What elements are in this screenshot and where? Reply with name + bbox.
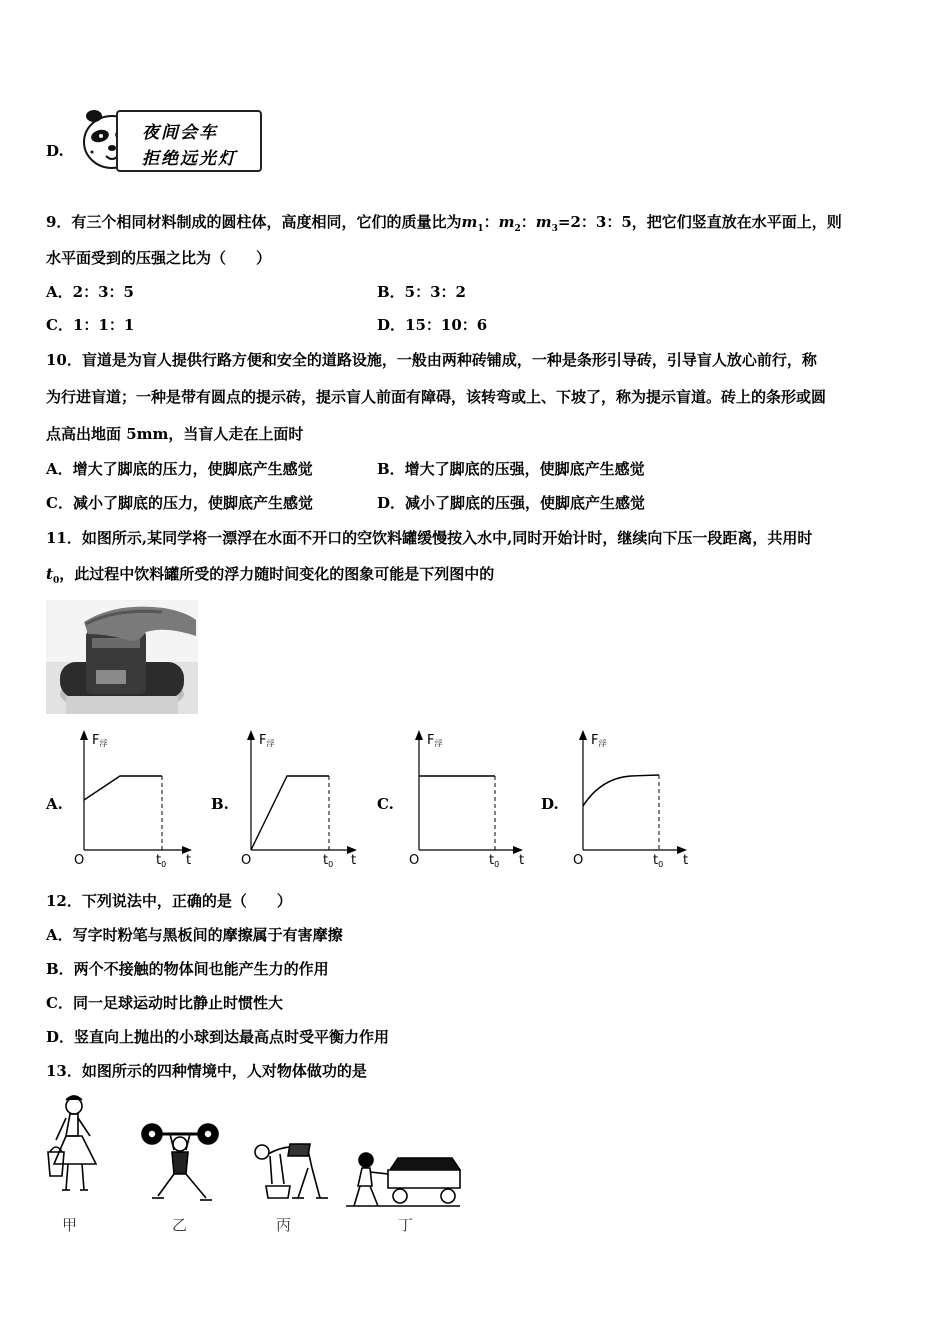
q11-question-line1: 11．如图所示,某同学将一漂浮在水面不开口的空饮料罐缓慢按入水中,同时开始计时，继续向下压一段距离，共用时 (46, 529, 813, 547)
graph-b-t: t (351, 853, 357, 868)
graph-a (66, 728, 196, 868)
graph-c (397, 728, 527, 868)
m3-symbol: m (535, 213, 552, 231)
graph-c-t: t (519, 853, 525, 868)
q12-option-c: C．同一足球运动时比静止时惯性大 (46, 994, 283, 1012)
graph-d-f-label: F浮 (591, 733, 607, 748)
graph-c-y-arrow (415, 730, 423, 740)
graph-d (561, 728, 691, 868)
scene-jia-girl-carrying-bucket (48, 1096, 96, 1190)
graph-c-origin: O (409, 853, 420, 868)
scene-label-bing: 丙 (276, 1216, 292, 1234)
graph-a-origin: O (74, 853, 85, 868)
graph-d-label: D. (541, 795, 559, 813)
graph-d-t: t (683, 853, 689, 868)
q10-question-line1: 10．盲道是为盲人提供行路方便和安全的道路设施，一般由两种砖铺成，一种是条形引导砖，引导盲人放心前行，称 (46, 351, 817, 369)
m2-symbol: m (498, 213, 515, 231)
q9-text-a: 9．有三个相同材料制成的圆柱体，高度相同，它们的质量比为 (46, 213, 462, 231)
q11-text: ，此过程中饮料罐所受的浮力随时间变化的图象可能是下列图中的 (59, 565, 495, 583)
q9-option-d: D．15：10：6 (377, 316, 488, 334)
graph-c-t0: $t_0$ (489, 853, 500, 868)
graph-b-f-label: F浮 (259, 733, 275, 748)
q9-question-line2: 水平面受到的压强之比为（ ） (46, 249, 272, 267)
graph-c-svg (397, 728, 527, 868)
q9-sep2: ： (520, 213, 536, 231)
q9-option-a: A．2：3：5 (46, 283, 134, 301)
q10-option-b: B．增大了脚底的压强，使脚底产生感觉 (377, 460, 645, 478)
m3-subscript: 3 (551, 224, 558, 234)
m1-symbol: m (461, 213, 478, 231)
scene-yi-weightlifter (142, 1124, 218, 1200)
sign-line-1: 夜间会车 (142, 123, 218, 143)
q9-text-b: =2：3：5，把它们竖直放在水平面上，则 (557, 213, 842, 231)
q12-option-b: B．两个不接触的物体间也能产生力的作用 (46, 960, 329, 978)
graph-a-label: A. (46, 795, 63, 813)
q9-option-c: C．1：1：1 (46, 316, 135, 334)
graph-a-f-label: F浮 (92, 733, 108, 748)
q12-option-d: D．竖直向上抛出的小球到达最高点时受平衡力作用 (46, 1028, 390, 1046)
graph-c-f-label: F浮 (427, 733, 443, 748)
graph-b-origin: O (241, 853, 252, 868)
graph-b-y-arrow (247, 730, 255, 740)
sign-line-2: 拒绝远光灯 (142, 149, 237, 169)
graph-c-label: C. (377, 795, 394, 813)
m2-subscript: 2 (514, 224, 521, 234)
graph-d-curve (583, 775, 659, 806)
scene-bing-person-bending (255, 1144, 328, 1198)
t0-subscript: 0 (52, 576, 60, 586)
scene-label-jia: 甲 (62, 1216, 78, 1234)
q13-scenes-illustration (40, 1094, 470, 1214)
graph-a-t: t (186, 853, 192, 868)
q12-option-a: A．写字时粉笔与黑板间的摩擦属于有害摩擦 (46, 926, 343, 944)
graph-a-svg (66, 728, 196, 868)
graph-a-curve (84, 776, 162, 800)
scene-ding-person-pushing-cart (346, 1153, 460, 1206)
graph-b (231, 728, 361, 868)
scene-label-ding: 丁 (398, 1216, 414, 1234)
q10-option-d: D．减小了脚底的压强，使脚底产生感觉 (377, 494, 646, 512)
graph-a-y-arrow (80, 730, 88, 740)
graph-b-svg (231, 728, 361, 868)
q10-question-line2: 为行进盲道；一种是带有圆点的提示砖，提示盲人前面有障碍，该转弯或上、下坡了，称为提示盲道。砖上的条形或圆 (46, 388, 827, 406)
graph-d-t0: $t_0$ (653, 853, 664, 868)
q8-option-d-label: D. (46, 142, 64, 160)
q12-question: 12．下列说法中，正确的是（ ） (46, 892, 292, 910)
q9-question-line1 (46, 212, 842, 239)
q10-option-a: A．增大了脚底的压力，使脚底产生感觉 (46, 460, 313, 478)
graph-d-y-arrow (579, 730, 587, 740)
q10-question-line3: 点高出地面 5mm，当盲人走在上面时 (46, 425, 304, 443)
q11-question-line2 (46, 564, 494, 591)
can-in-water-photo (46, 600, 198, 714)
q9-option-b: B．5：3：2 (377, 283, 466, 301)
graph-b-t0: $t_0$ (323, 853, 334, 868)
q9-sep1: ： (483, 213, 499, 231)
q13-question: 13．如图所示的四种情境中，人对物体做功的是 (46, 1062, 367, 1080)
graph-d-svg (561, 728, 691, 868)
graph-b-label: B. (211, 795, 229, 813)
scene-label-yi: 乙 (172, 1216, 188, 1234)
t0-symbol: t (46, 565, 53, 583)
graph-d-origin: O (573, 853, 584, 868)
q10-option-c: C．减小了脚底的压力，使脚底产生感觉 (46, 494, 313, 512)
graph-b-curve (251, 776, 329, 850)
graph-a-t0: $t_0$ (156, 853, 167, 868)
q8-night-driving-sign (80, 106, 260, 172)
m1-subscript: 1 (477, 224, 484, 234)
